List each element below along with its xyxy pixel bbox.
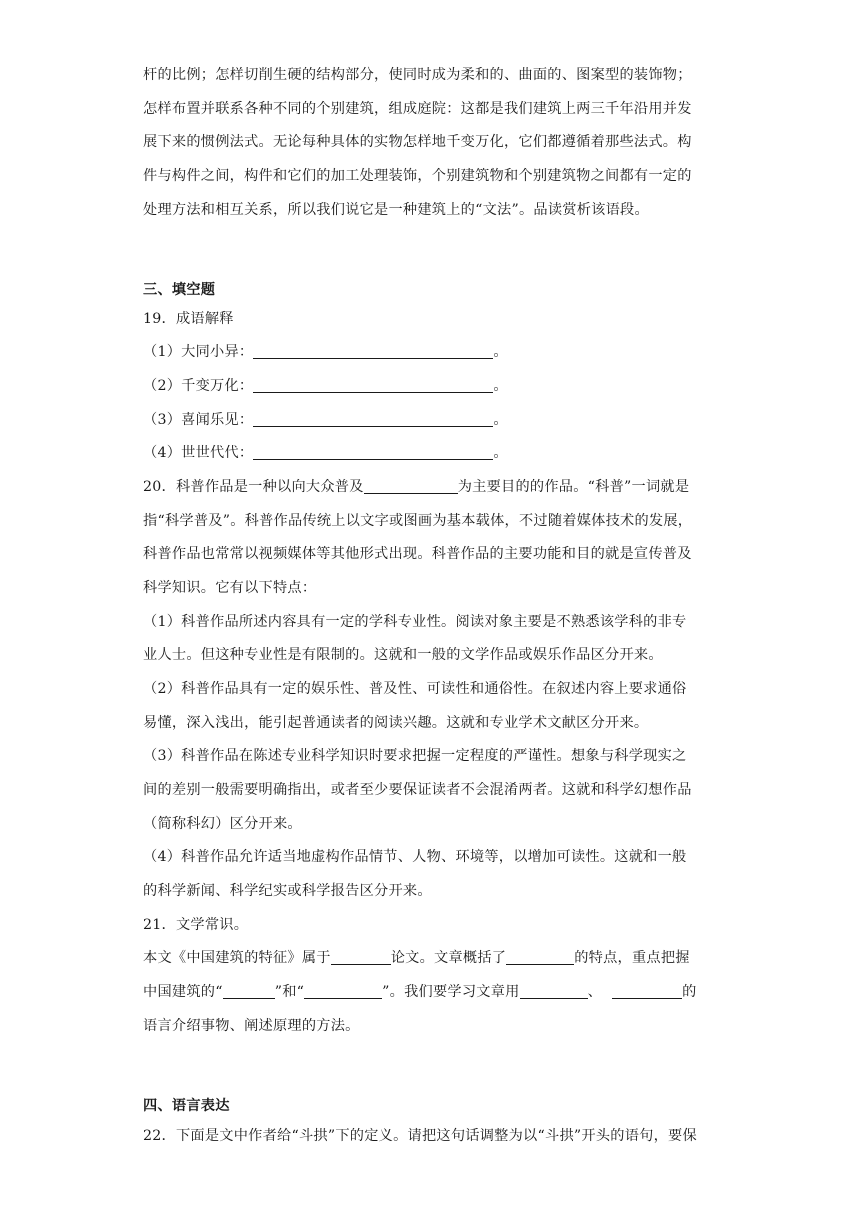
question-20-line-1: [143, 476, 689, 498]
q19-item-end: 。: [493, 445, 508, 461]
q19-item-label: （2）千变万化：: [143, 378, 254, 394]
question-22-stem: 22．下面是文中作者给“斗拱”下的定义。请把这句话调整为以“斗拱”开头的语句，要保: [143, 1128, 697, 1144]
q20-text: 20．科普作品是一种以向大众普及: [143, 479, 364, 495]
answer-blank[interactable]: [253, 410, 493, 427]
q21-text: 本文《中国建筑的特征》属于: [143, 950, 331, 966]
q19-item-label: （3）喜闻乐见：: [143, 412, 254, 428]
q21-text: 论文。文章概括了: [390, 950, 507, 966]
answer-blank[interactable]: [304, 982, 382, 999]
q20-line: （2）科普作品具有一定的娱乐性、普及性、可读性和通俗性。在叙述内容上要求通俗: [143, 681, 687, 697]
q19-item-end: 。: [493, 378, 508, 394]
q19-item-1: [143, 341, 508, 363]
q19-item-2: [143, 375, 508, 397]
q20-line: 间的差别一般需要明确指出，或者至少要保证读者不会混淆两者。这就和科学幻想作品: [143, 782, 692, 798]
q20-text: 为主要目的的作品。“科普”一词就是: [457, 479, 690, 495]
answer-blank[interactable]: [331, 948, 391, 965]
q19-item-end: 。: [493, 412, 508, 428]
q20-line: （1）科普作品所述内容具有一定的学科专业性。阅读对象主要是不熟悉该学科的非专: [143, 614, 687, 630]
answer-blank[interactable]: [506, 948, 574, 965]
q19-item-end: 。: [493, 344, 508, 360]
q21-text: 的: [682, 984, 697, 1000]
answer-blank[interactable]: [253, 342, 493, 359]
intro-line: 展下来的惯例法式。无论每种具体的实物怎样地千变万化，它们都遵循着那些法式。构: [143, 134, 692, 150]
q20-line: 的科学新闻、科学纪实或科学报告区分开来。: [143, 883, 432, 899]
question-21-stem: 21．文学常识。: [143, 917, 249, 933]
intro-line: 处理方法和相互关系，所以我们说它是一种建筑上的“文法”。品读赏析该语段。: [143, 202, 649, 218]
q19-item-3: [143, 409, 508, 431]
q20-line: （3）科普作品在陈述专业科学知识时要求把握一定程度的严谨性。想象与科学现实之: [143, 748, 687, 764]
q20-line: 业人士。但这种专业性是有限制的。这就和一般的文学作品或娱乐作品区分开来。: [143, 647, 663, 663]
q21-text: 、: [587, 984, 603, 1000]
q20-line: 科普作品也常常以视频媒体等其他形式出现。科普作品的主要功能和目的就是宣传普及: [143, 546, 692, 562]
q21-line-1: [143, 947, 690, 969]
q21-text: ”和“: [274, 984, 305, 1000]
answer-blank[interactable]: [520, 982, 588, 999]
q21-line-2: [143, 981, 697, 1003]
q20-line: 指“科学普及”。科普作品传统上以文字或图画为基本载体，不过随着媒体技术的发展，: [143, 513, 693, 529]
intro-line: 件与构件之间，构件和它们的加工处理装饰，个别建筑物和个别建筑物之间都有一定的: [143, 168, 692, 184]
q19-item-label: （4）世世代代：: [143, 445, 254, 461]
q21-line-3: 语言介绍事物、阐述原理的方法。: [143, 1018, 360, 1034]
intro-line: 杆的比例；怎样切削生硬的结构部分，使同时成为柔和的、曲面的、图案型的装饰物；: [143, 67, 692, 83]
question-19-stem: 19．成语解释: [143, 311, 234, 327]
answer-blank[interactable]: [364, 477, 458, 494]
q20-line: （4）科普作品允许适当地虚构作品情节、人物、环境等，以增加可读性。这就和一般: [143, 849, 687, 865]
answer-blank[interactable]: [253, 443, 493, 460]
q20-line: 易懂，深入浅出，能引起普通读者的阅读兴趣。这就和专业学术文献区分开来。: [143, 715, 649, 731]
answer-blank[interactable]: [253, 376, 493, 393]
answer-blank[interactable]: [223, 982, 275, 999]
q21-text: ”。我们要学习文章用: [382, 984, 520, 1000]
section-heading-fill-blank: 三、填空题: [143, 282, 216, 298]
q20-line: （简称科幻）区分开来。: [143, 816, 302, 832]
q19-item-4: [143, 442, 508, 464]
q21-text: 中国建筑的“: [143, 984, 223, 1000]
q20-line: 科学知识。它有以下特点：: [143, 580, 317, 596]
q19-item-label: （1）大同小异：: [143, 344, 254, 360]
q21-text: 的特点，重点把握: [574, 950, 690, 966]
section-heading-language-expression: 四、语言表达: [143, 1098, 230, 1114]
answer-blank[interactable]: [612, 982, 682, 999]
intro-line: 怎样布置并联系各种不同的个别建筑，组成庭院：这都是我们建筑上两三千年沿用并发: [143, 101, 692, 117]
